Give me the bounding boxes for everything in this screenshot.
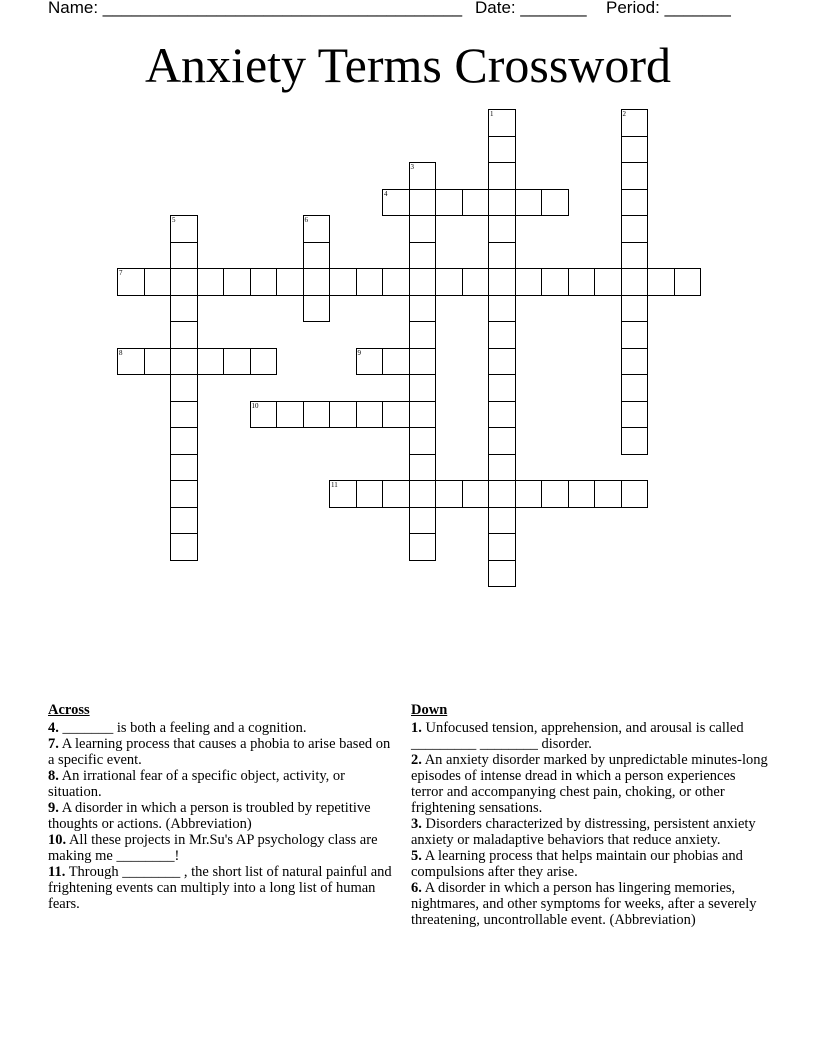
crossword-cell[interactable]	[170, 454, 198, 482]
crossword-cell[interactable]	[382, 189, 410, 217]
date-field[interactable]: Date: _______	[475, 0, 587, 17]
crossword-cell[interactable]	[303, 242, 331, 270]
period-field[interactable]: Period: _______	[606, 0, 731, 17]
crossword-cell[interactable]	[409, 454, 437, 482]
crossword-cell[interactable]	[409, 348, 437, 376]
clue-item-text: Through ________ , the short list of natural painful and frightening events can multiply into a long list of human fears.	[48, 864, 392, 912]
clue-item	[48, 800, 398, 832]
crossword-cell[interactable]	[356, 348, 384, 376]
crossword-cell[interactable]	[409, 295, 437, 323]
clue-item-text: A disorder in which a person has lingering memories, nightmares, and other symptoms for weeks, after a severely threatening, uncontrollable event. (Abbreviation)	[411, 880, 757, 928]
clue-item-text: Unfocused tension, apprehension, and arousal is called _________ ________ disorder.	[411, 720, 744, 752]
crossword-cell[interactable]	[382, 401, 410, 429]
crossword-cell[interactable]	[488, 348, 516, 376]
crossword-cell[interactable]	[462, 480, 490, 508]
crossword-cell[interactable]	[409, 162, 437, 190]
clue-item-number: 4.	[48, 720, 59, 736]
crossword-cell[interactable]	[170, 401, 198, 429]
clue-item-text: _______ is both a feeling and a cognition.	[58, 720, 307, 736]
crossword-cell[interactable]	[409, 480, 437, 508]
crossword-cell[interactable]	[223, 268, 251, 296]
crossword-cell[interactable]	[488, 268, 516, 296]
crossword-cell[interactable]	[515, 480, 543, 508]
clue-number: 10	[251, 401, 259, 410]
crossword-cell[interactable]	[488, 189, 516, 217]
name-field[interactable]: Name: ______________________________________	[48, 0, 463, 17]
crossword-cell[interactable]	[435, 480, 463, 508]
crossword-cell[interactable]	[170, 374, 198, 402]
crossword-cell[interactable]	[488, 162, 516, 190]
crossword-cell[interactable]	[223, 348, 251, 376]
crossword-cell[interactable]	[488, 454, 516, 482]
crossword-cell[interactable]	[621, 295, 649, 323]
clue-item-text: Disorders characterized by distressing, persistent anxiety anxiety or maladaptive behaviors that reduce anxiety.	[411, 816, 756, 848]
crossword-cell[interactable]	[409, 427, 437, 455]
crossword-cell[interactable]	[541, 268, 569, 296]
crossword-cell[interactable]	[488, 427, 516, 455]
clue-item-text: A learning process that helps maintain our phobias and compulsions after they arise.	[411, 848, 743, 880]
clue-item-number: 2.	[411, 752, 422, 768]
crossword-cell[interactable]	[409, 268, 437, 296]
clue-number: 1	[490, 110, 494, 118]
crossword-cell[interactable]	[647, 268, 675, 296]
crossword-cell[interactable]	[250, 268, 278, 296]
crossword-cell[interactable]	[488, 507, 516, 535]
clue-item-text: An irrational fear of a specific object, activity, or situation.	[48, 768, 345, 800]
crossword-cell[interactable]	[488, 401, 516, 429]
crossword-cell[interactable]	[488, 480, 516, 508]
crossword-cell[interactable]	[488, 321, 516, 349]
crossword-cell[interactable]	[329, 480, 357, 508]
crossword-cell[interactable]	[170, 348, 198, 376]
crossword-cell[interactable]	[409, 215, 437, 243]
crossword-cell[interactable]	[621, 189, 649, 217]
clue-number: 2	[622, 110, 626, 118]
clue-item-number: 7.	[48, 736, 59, 752]
crossword-cell[interactable]	[117, 348, 145, 376]
crossword-cell[interactable]	[488, 560, 516, 588]
crossword-cell[interactable]	[594, 268, 622, 296]
crossword-cell[interactable]	[170, 268, 198, 296]
clue-item-number: 9.	[48, 800, 59, 816]
clue-item-text: A learning process that causes a phobia to arise based on a specific event.	[48, 736, 391, 768]
crossword-cell[interactable]	[197, 268, 225, 296]
crossword-cell[interactable]	[621, 242, 649, 270]
clue-item	[411, 848, 771, 880]
crossword-cell[interactable]	[170, 215, 198, 243]
crossword-cell[interactable]	[621, 401, 649, 429]
crossword-cell[interactable]	[329, 401, 357, 429]
crossword-cell[interactable]	[409, 507, 437, 535]
clue-item	[48, 720, 398, 736]
crossword-cell[interactable]	[488, 295, 516, 323]
crossword-cell[interactable]	[144, 348, 172, 376]
crossword-cell[interactable]	[409, 374, 437, 402]
crossword-cell[interactable]	[621, 480, 649, 508]
crossword-cell[interactable]	[488, 242, 516, 270]
clue-item	[411, 752, 771, 816]
crossword-cell[interactable]	[170, 242, 198, 270]
clue-item	[48, 736, 398, 768]
crossword-cell[interactable]	[541, 480, 569, 508]
crossword-cell[interactable]	[488, 136, 516, 164]
crossword-cell[interactable]	[170, 427, 198, 455]
crossword-cell[interactable]	[621, 162, 649, 190]
clue-item-number: 5.	[411, 848, 422, 864]
down-heading: Down	[411, 702, 448, 718]
clue-number: 11	[331, 481, 338, 489]
crossword-cell[interactable]	[488, 374, 516, 402]
crossword-cell[interactable]	[674, 268, 702, 296]
crossword-cell[interactable]	[303, 215, 331, 243]
crossword-cell[interactable]	[409, 242, 437, 270]
crossword-cell[interactable]	[515, 189, 543, 217]
crossword-cell[interactable]	[541, 189, 569, 217]
crossword-cell[interactable]	[568, 268, 596, 296]
crossword-cell[interactable]	[356, 268, 384, 296]
clue-item	[411, 816, 771, 848]
clue-item-number: 6.	[411, 880, 422, 896]
clue-item-number: 10.	[48, 832, 67, 848]
clue-number: 5	[172, 216, 176, 224]
crossword-cell[interactable]	[382, 348, 410, 376]
crossword-cell[interactable]	[435, 189, 463, 217]
crossword-cell[interactable]	[409, 401, 437, 429]
clue-number: 3	[410, 163, 414, 171]
crossword-cell[interactable]	[462, 268, 490, 296]
crossword-cell[interactable]	[621, 321, 649, 349]
crossword-cell[interactable]	[329, 268, 357, 296]
clue-item-text: An anxiety disorder marked by unpredictable minutes-long episodes of intense dread in which a person experiences terror and accompanying chest pain, choking, or other frightening sensations.	[411, 752, 768, 816]
crossword-cell[interactable]	[170, 321, 198, 349]
clue-number: 8	[119, 348, 123, 357]
clue-number: 7	[119, 269, 123, 277]
down-clues	[411, 702, 771, 928]
crossword-cell[interactable]	[621, 348, 649, 376]
crossword-cell[interactable]	[382, 480, 410, 508]
clue-item-number: 8.	[48, 768, 59, 784]
crossword-cell[interactable]	[250, 348, 278, 376]
crossword-cell[interactable]	[144, 268, 172, 296]
crossword-cell[interactable]	[515, 268, 543, 296]
crossword-cell[interactable]	[170, 295, 198, 323]
crossword-cell[interactable]	[488, 533, 516, 561]
crossword-cell[interactable]	[409, 189, 437, 217]
crossword-cell[interactable]	[170, 533, 198, 561]
crossword-cell[interactable]	[409, 321, 437, 349]
clue-item-number: 1.	[411, 720, 422, 736]
clue-item	[411, 880, 771, 928]
crossword-cell[interactable]	[409, 533, 437, 561]
crossword-cell[interactable]	[276, 268, 304, 296]
clue-item	[48, 832, 398, 864]
crossword-cell[interactable]	[250, 401, 278, 429]
clue-number: 4	[384, 189, 388, 198]
crossword-cell[interactable]	[488, 215, 516, 243]
crossword-cell[interactable]	[621, 136, 649, 164]
crossword-cell[interactable]	[170, 507, 198, 535]
clue-item	[48, 864, 398, 912]
crossword-cell[interactable]	[621, 215, 649, 243]
clue-number: 9	[357, 348, 361, 357]
clue-number: 6	[304, 216, 308, 224]
crossword-cell[interactable]	[488, 109, 516, 137]
crossword-cell[interactable]	[170, 480, 198, 508]
crossword-cell[interactable]	[621, 109, 649, 137]
crossword-cell[interactable]	[303, 295, 331, 323]
crossword-cell[interactable]	[621, 268, 649, 296]
clue-item-number: 11.	[48, 864, 66, 880]
crossword-cell[interactable]	[117, 268, 145, 296]
clue-item-text: All these projects in Mr.Su's AP psychology class are making me ________!	[48, 832, 378, 864]
page-title: Anxiety Terms Crossword	[144, 37, 672, 93]
clue-item	[411, 720, 771, 752]
crossword-cell[interactable]	[621, 374, 649, 402]
crossword-cell[interactable]	[568, 480, 596, 508]
crossword-cell[interactable]	[356, 480, 384, 508]
across-clues	[48, 702, 398, 912]
crossword-cell[interactable]	[594, 480, 622, 508]
crossword-cell[interactable]	[303, 401, 331, 429]
crossword-cell[interactable]	[303, 268, 331, 296]
crossword-cell[interactable]	[356, 401, 384, 429]
crossword-cell[interactable]	[621, 427, 649, 455]
clue-item	[48, 768, 398, 800]
clue-item-text: A disorder in which a person is troubled by repetitive thoughts or actions. (Abbreviation)	[48, 800, 371, 832]
crossword-cell[interactable]	[197, 348, 225, 376]
crossword-cell[interactable]	[435, 268, 463, 296]
crossword-cell[interactable]	[276, 401, 304, 429]
across-heading: Across	[48, 702, 90, 718]
crossword-cell[interactable]	[462, 189, 490, 217]
crossword-cell[interactable]	[382, 268, 410, 296]
clue-item-number: 3.	[411, 816, 422, 832]
